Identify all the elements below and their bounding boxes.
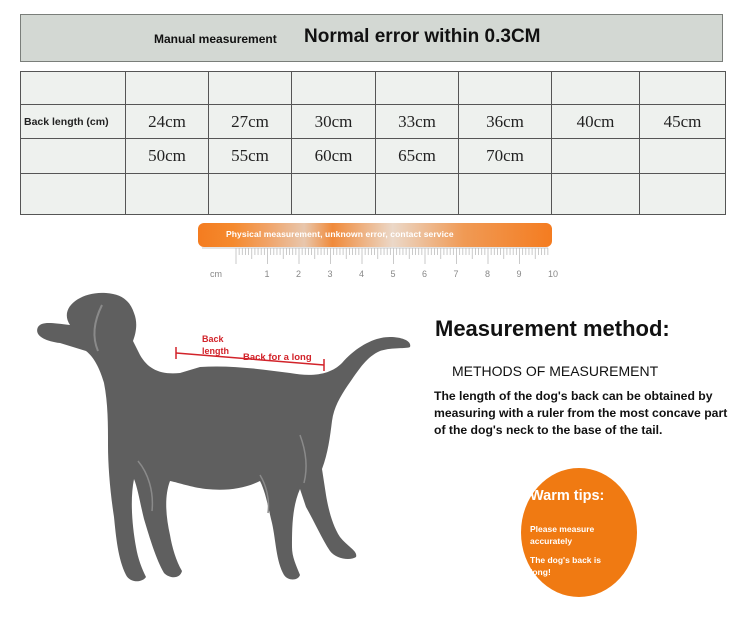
table-cell [292, 174, 376, 215]
table-row [21, 174, 726, 215]
table-cell [21, 72, 126, 105]
table-row [21, 105, 726, 139]
table-cell: 65cm [376, 139, 459, 174]
ruler-number: 5 [390, 269, 396, 279]
table-cell: 60cm [292, 139, 376, 174]
ruler-caption: Physical measurement, unknown error, contact service [226, 229, 454, 239]
table-cell [552, 139, 640, 174]
table-cell: 45cm [640, 105, 726, 139]
table-cell [209, 72, 292, 105]
ruler-number: 1 [264, 269, 270, 279]
ruler-number: 10 [548, 269, 559, 279]
ruler-number: 8 [485, 269, 491, 279]
error-tolerance-label: Normal error within 0.3CM [304, 26, 541, 47]
table-cell [21, 139, 126, 174]
table-cell [640, 139, 726, 174]
table-cell [552, 174, 640, 215]
table-cell: 33cm [376, 105, 459, 139]
table-cell [459, 72, 552, 105]
measuring-ruler [196, 221, 559, 283]
measurement-banner [20, 14, 723, 62]
size-table [20, 71, 726, 215]
table-row [21, 72, 726, 105]
warm-tips-badge [521, 468, 637, 597]
table-cell [376, 174, 459, 215]
back-length-note: Back for a long [243, 352, 312, 363]
ruler-tape-strip [198, 223, 552, 247]
table-cell: 55cm [209, 139, 292, 174]
table-cell: 70cm [459, 139, 552, 174]
back-length-label: Back length [202, 334, 229, 356]
table-cell: 24cm [126, 105, 209, 139]
table-cell: 27cm [209, 105, 292, 139]
ruler-number: 7 [453, 269, 459, 279]
ruler-number: 6 [422, 269, 428, 279]
ruler-number: 9 [516, 269, 522, 279]
table-cell [640, 174, 726, 215]
table-cell [292, 72, 376, 105]
table-cell [376, 72, 459, 105]
manual-measurement-label: Manual measurement [154, 32, 277, 46]
table-cell: 40cm [552, 105, 640, 139]
warm-tips-heading: Warm tips: [530, 488, 605, 504]
table-cell: 50cm [126, 139, 209, 174]
ruler-number: 3 [327, 269, 333, 279]
table-cell [21, 174, 126, 215]
ruler-scale-icon [196, 247, 559, 281]
methods-subtitle: METHODS OF MEASUREMENT [452, 363, 659, 379]
table-cell [552, 72, 640, 105]
warm-tip-1: Please measure accurately [530, 524, 595, 546]
table-row [21, 139, 726, 174]
warm-tip-2: The dog's back is long! [530, 555, 601, 577]
ruler-number: 4 [359, 269, 365, 279]
ruler-unit-label: cm [210, 269, 222, 279]
row-header-back-length: Back length (cm) [21, 105, 126, 139]
table-cell [126, 72, 209, 105]
ruler-number: 2 [296, 269, 302, 279]
table-cell [126, 174, 209, 215]
table-cell [459, 174, 552, 215]
method-description: The length of the dog's back can be obtained by measuring with a ruler from the most concave part of the dog's neck to the base of the tail. [434, 389, 728, 437]
table-cell: 30cm [292, 105, 376, 139]
measurement-method-title: Measurement method: [435, 316, 670, 341]
table-cell: 36cm [459, 105, 552, 139]
table-cell [209, 174, 292, 215]
table-cell [640, 72, 726, 105]
dog-silhouette-icon [30, 285, 420, 590]
